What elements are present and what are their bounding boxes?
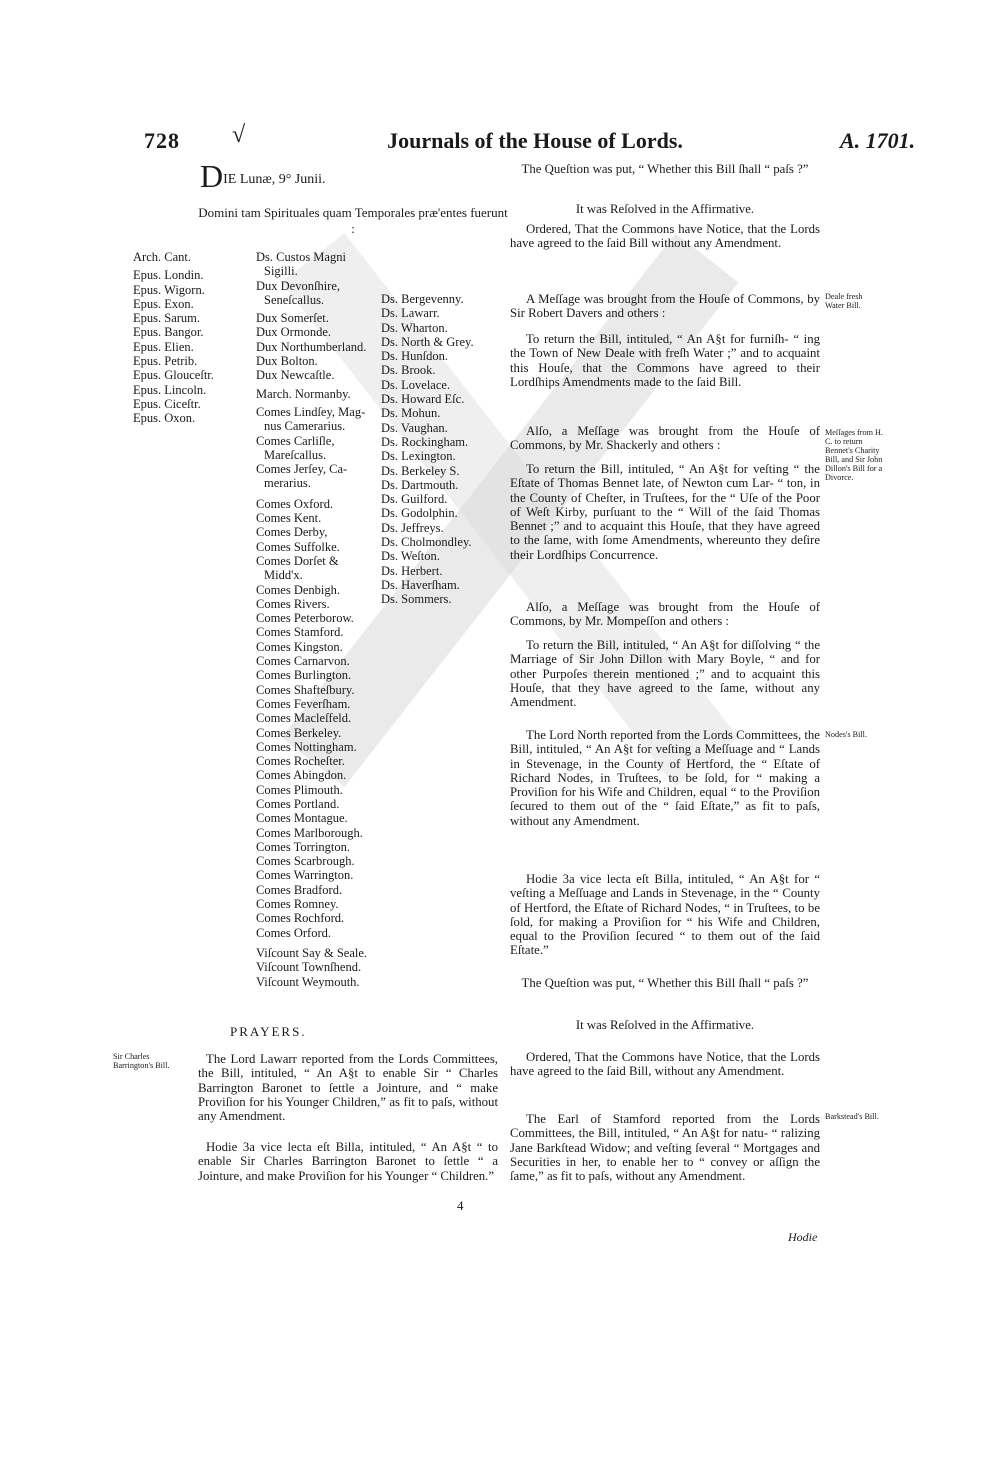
list-item: Arch. Cant. <box>133 250 191 264</box>
list-item: Ds. Lexington. <box>381 449 456 464</box>
list-item: Comes Orford. <box>256 925 331 940</box>
list-item: Comes Peterborow. <box>256 611 354 626</box>
page-year: A. 1701. <box>840 128 916 153</box>
attendance-heading: Domini tam Spirituales quam Temporales præ'entes fuerunt : <box>198 205 508 236</box>
list-item: Ds. Custos Magni <box>256 250 346 264</box>
list-item: Comes Carnarvon. <box>256 654 350 669</box>
paragraph: Ordered, That the Commons have Notice, that the Lords have agreed to the ſaid Bill, without any Amendment. <box>510 1050 820 1079</box>
bishops-list <box>133 250 214 426</box>
date-line <box>200 158 326 194</box>
list-item: Dux Northumberland. <box>256 339 367 354</box>
list-item: Ds. Jeffreys. <box>381 520 444 535</box>
list-item: Comes Shafteſbury. <box>256 682 355 697</box>
list-item: Epus. Ciceſtr. <box>133 396 201 411</box>
margin-note: Barkstead's Bill. <box>825 1112 879 1121</box>
list-item: Comes Carliſle, <box>256 433 335 448</box>
list-item: Ds. Berkeley S. <box>381 463 460 478</box>
barons-list <box>381 292 474 607</box>
list-item: Seneſcallus. <box>264 292 325 307</box>
list-item: Comes Rivers. <box>256 596 330 611</box>
list-item: Comes Warrington. <box>256 868 354 883</box>
list-item: Ds. Guilford. <box>381 492 448 507</box>
drop-cap: D <box>200 158 224 194</box>
list-item: Dux Somerſet. <box>256 311 329 326</box>
list-item: Epus. Exon. <box>133 296 194 311</box>
checkmark-icon: √ <box>232 122 246 148</box>
list-item: Comes Dorſet & <box>256 553 339 568</box>
paragraph: To return the Bill, intituled, “ An A§t for veſting “ the Eſtate of Thomas Bennet late, of Newton cum Lar- “ ton, in the County of Cheſter, in Truſtees, for the “ Uſe of the Poor of Weſt Kirby, purſuant to the “ Will of the ſaid Thomas Bennet ;” and to acquaint this Houſe, that they have agreed to the ſame, with ſome Amendments, whereunto they deſire their Lordſhips Concurrence. <box>510 462 820 562</box>
list-item: Comes Bradford. <box>256 882 343 897</box>
list-item: Epus. Petrib. <box>133 354 198 369</box>
list-item: Viſcount Weymouth. <box>256 974 360 989</box>
list-item: Epus. Elien. <box>133 339 194 354</box>
page-number: 728 <box>144 128 180 153</box>
list-item: Dux Bolton. <box>256 354 318 369</box>
list-item: Ds. Herbert. <box>381 563 443 578</box>
list-item: Comes Rochford. <box>256 911 345 926</box>
paragraph: To return the Bill, intituled, “ An A§t for furniſh- “ ing the Town of New Deale with freſh Water ;” and to acquaint this Houſe, that the Commons have agreed to their Lordſhips Amendments made to the ſaid Bill. <box>510 332 820 389</box>
list-item: Epus. Glouceſtr. <box>133 368 214 383</box>
list-item: nus Camerarius. <box>264 419 346 434</box>
margin-note: Deale fresh Water Bill. <box>825 292 863 310</box>
list-item: Comes Lindſey, Mag- <box>256 404 366 419</box>
list-item: Dux Devonſhire, <box>256 278 341 293</box>
list-item: Ds. Lovelace. <box>381 377 451 392</box>
list-item: Comes Macleſfeld. <box>256 711 352 726</box>
list-item: Epus. Bangor. <box>133 325 204 340</box>
paragraph: To return the Bill, intituled, “ An A§t for diſſolving “ the Marriage of Sir John Dillon with Mary Boyle, “ and for other Purpoſes therein mentioned ;” and to acquaint this Houſe, that they have agreed to the ſame, without any Amendment. <box>510 638 820 710</box>
list-item: Comes Kent. <box>256 511 322 526</box>
list-item: Comes Oxford. <box>256 496 334 511</box>
list-item: Comes Montague. <box>256 811 348 826</box>
paragraph: Alſo, a Meſſage was brought from the Houſe of Commons, by Mr. Mompeſſon and others : <box>510 600 820 629</box>
list-item: Ds. Howard Eſc. <box>381 392 465 407</box>
list-item: Ds. Brook. <box>381 363 436 378</box>
list-item: Epus. Oxon. <box>133 411 196 426</box>
list-item: Comes Stamford. <box>256 625 344 640</box>
paragraph: The Queſtion was put, “ Whether this Bill ſhall “ paſs ?” <box>521 976 809 990</box>
peers-list <box>256 250 367 989</box>
paragraph: Hodie 3a vice lecta eſt Billa, intituled, “ An A§t “ to enable Sir Charles Barrington Baronet to ſettle “ a Jointure, and make Proviſion for his Younger “ Children.” <box>198 1140 498 1183</box>
list-item: Comes Plimouth. <box>256 782 343 797</box>
list-item: Comes Nottingham. <box>256 739 357 754</box>
section-heading: PRAYERS. <box>230 1024 307 1039</box>
paragraph: The Lord North reported from the Lords Committees, the Bill, intituled, “ An A§t for veſting a Meſſuage and “ Lands in Stevenage, in the County of Hertford, the “ Eſtate of Richard Nodes, in Truſtees, to be ſold, for “ making a Proviſion for his Wife and Children, equal “ to the Proviſion ſecured to them out of the “ ſaid Eſtate,” as fit to paſs, without any Amendment. <box>510 728 820 828</box>
list-item: Ds. North & Grey. <box>381 334 474 349</box>
list-item: Ds. Cholmondley. <box>381 535 472 550</box>
list-item: Comes Abingdon. <box>256 768 347 783</box>
list-item: Comes Denbigh. <box>256 582 341 597</box>
signature-mark: 4 <box>457 1198 464 1213</box>
list-item: Comes Feverſham. <box>256 696 351 711</box>
list-item: Comes Kingston. <box>256 639 343 654</box>
list-item: Ds. Dartmouth. <box>381 477 459 492</box>
list-item: Ds. Weſton. <box>381 549 440 564</box>
list-item: Dux Ormonde. <box>256 325 331 340</box>
list-item: Ds. Lawarr. <box>381 306 440 321</box>
list-item: March. Normanby. <box>256 386 351 401</box>
list-item: Ds. Wharton. <box>381 320 448 335</box>
list-item: Viſcount Say & Seale. <box>256 945 368 960</box>
list-item: Comes Scarbrough. <box>256 854 355 869</box>
list-item: Ds. Sommers. <box>381 592 452 607</box>
list-item: Comes Suffolke. <box>256 539 340 554</box>
list-item: Comes Burlington. <box>256 668 352 683</box>
list-item: Ds. Vaughan. <box>381 420 448 435</box>
list-item: Comes Derby, <box>256 525 328 540</box>
list-item: Ds. Rockingham. <box>381 434 469 449</box>
paragraph: It was Reſolved in the Affirmative. <box>575 202 755 216</box>
list-item: merarius. <box>264 476 311 491</box>
list-item: Epus. Lincoln. <box>133 382 207 397</box>
list-item: Sigilli. <box>264 264 298 279</box>
list-item: Ds. Haverſham. <box>381 577 460 592</box>
paragraph: The Queſtion was put, “ Whether this Bill ſhall “ paſs ?” <box>521 162 809 176</box>
date-text: IE Lunæ, 9° Junii. <box>223 172 326 187</box>
list-item: Comes Jerſey, Ca- <box>256 462 348 477</box>
paragraph: It was Reſolved in the Affirmative. <box>575 1018 755 1032</box>
list-item: Viſcount Townſhend. <box>256 960 362 975</box>
list-item: Comes Rocheſter. <box>256 754 345 769</box>
list-item: Comes Berkeley. <box>256 725 342 740</box>
list-item: Dux Newcaſtle. <box>256 368 335 383</box>
paragraph: Ordered, That the Commons have Notice, that the Lords have agreed to the ſaid Bill without any Amendment. <box>510 222 820 251</box>
paragraph: A Meſſage was brought from the Houſe of Commons, by Sir Robert Davers and others : <box>510 292 820 321</box>
paragraph: Alſo, a Meſſage was brought from the Houſe of Commons, by Mr. Shackerly and others : <box>510 424 820 453</box>
list-item: Epus. Sarum. <box>133 311 201 326</box>
list-item: Ds. Godolphin. <box>381 506 458 521</box>
list-item: Ds. Mohun. <box>381 406 441 421</box>
catchword: Hodie <box>788 1230 818 1244</box>
margin-note: Meſſages from H. C. to return Bennet's Charity Bill, and Sir John Dillon's Bill for a Divorce. <box>825 428 883 482</box>
list-item: Midd'x. <box>264 568 303 583</box>
list-item: Ds. Hunſdon. <box>381 349 449 364</box>
list-item: Comes Romney. <box>256 897 339 912</box>
list-item: Comes Marlborough. <box>256 825 363 840</box>
paragraph: Hodie 3a vice lecta eſt Billa, intituled, “ An A§t for “ veſting a Meſſuage and Lands in Stevenage, in the “ County of Hertford, the Eſtate of Richard Nodes, “ in Truſtees, to be ſold, for making a Proviſion for “ his Wife and Children, equal to the Proviſion ſecured “ to them out of the ſaid Eſtate.” <box>510 872 820 958</box>
list-item: Mareſcallus. <box>264 447 327 462</box>
list-item: Ds. Bergevenny. <box>381 292 464 306</box>
list-item: Comes Torrington. <box>256 839 351 854</box>
page-title: Journals of the House of Lords. <box>387 128 683 153</box>
margin-note: Nodes's Bill. <box>825 730 867 739</box>
paragraph: The Lord Lawarr reported from the Lords Committees, the Bill, intituled, “ An A§t to enable Sir “ Charles Barrington Baronet to ſettle a Jointure, and “ make Proviſion for his Younger Children,” as fit to paſs, without any Amendment. <box>198 1052 498 1124</box>
paragraph: The Earl of Stamford reported from the Lords Committees, the Bill, intituled, “ An A§t for natu- “ ralizing Jane Barkſtead Widow; and veſting ſeveral “ Mortgages and Securities in her, to enable her to “ convey or aſſign the ſame,” as fit to paſs, without any Amendment. <box>510 1112 820 1184</box>
list-item: Comes Portland. <box>256 796 340 811</box>
margin-note: Sir Charles Barrington's Bill. <box>113 1052 170 1070</box>
list-item: Epus. Londin. <box>133 268 204 283</box>
list-item: Epus. Wigorn. <box>133 282 205 297</box>
